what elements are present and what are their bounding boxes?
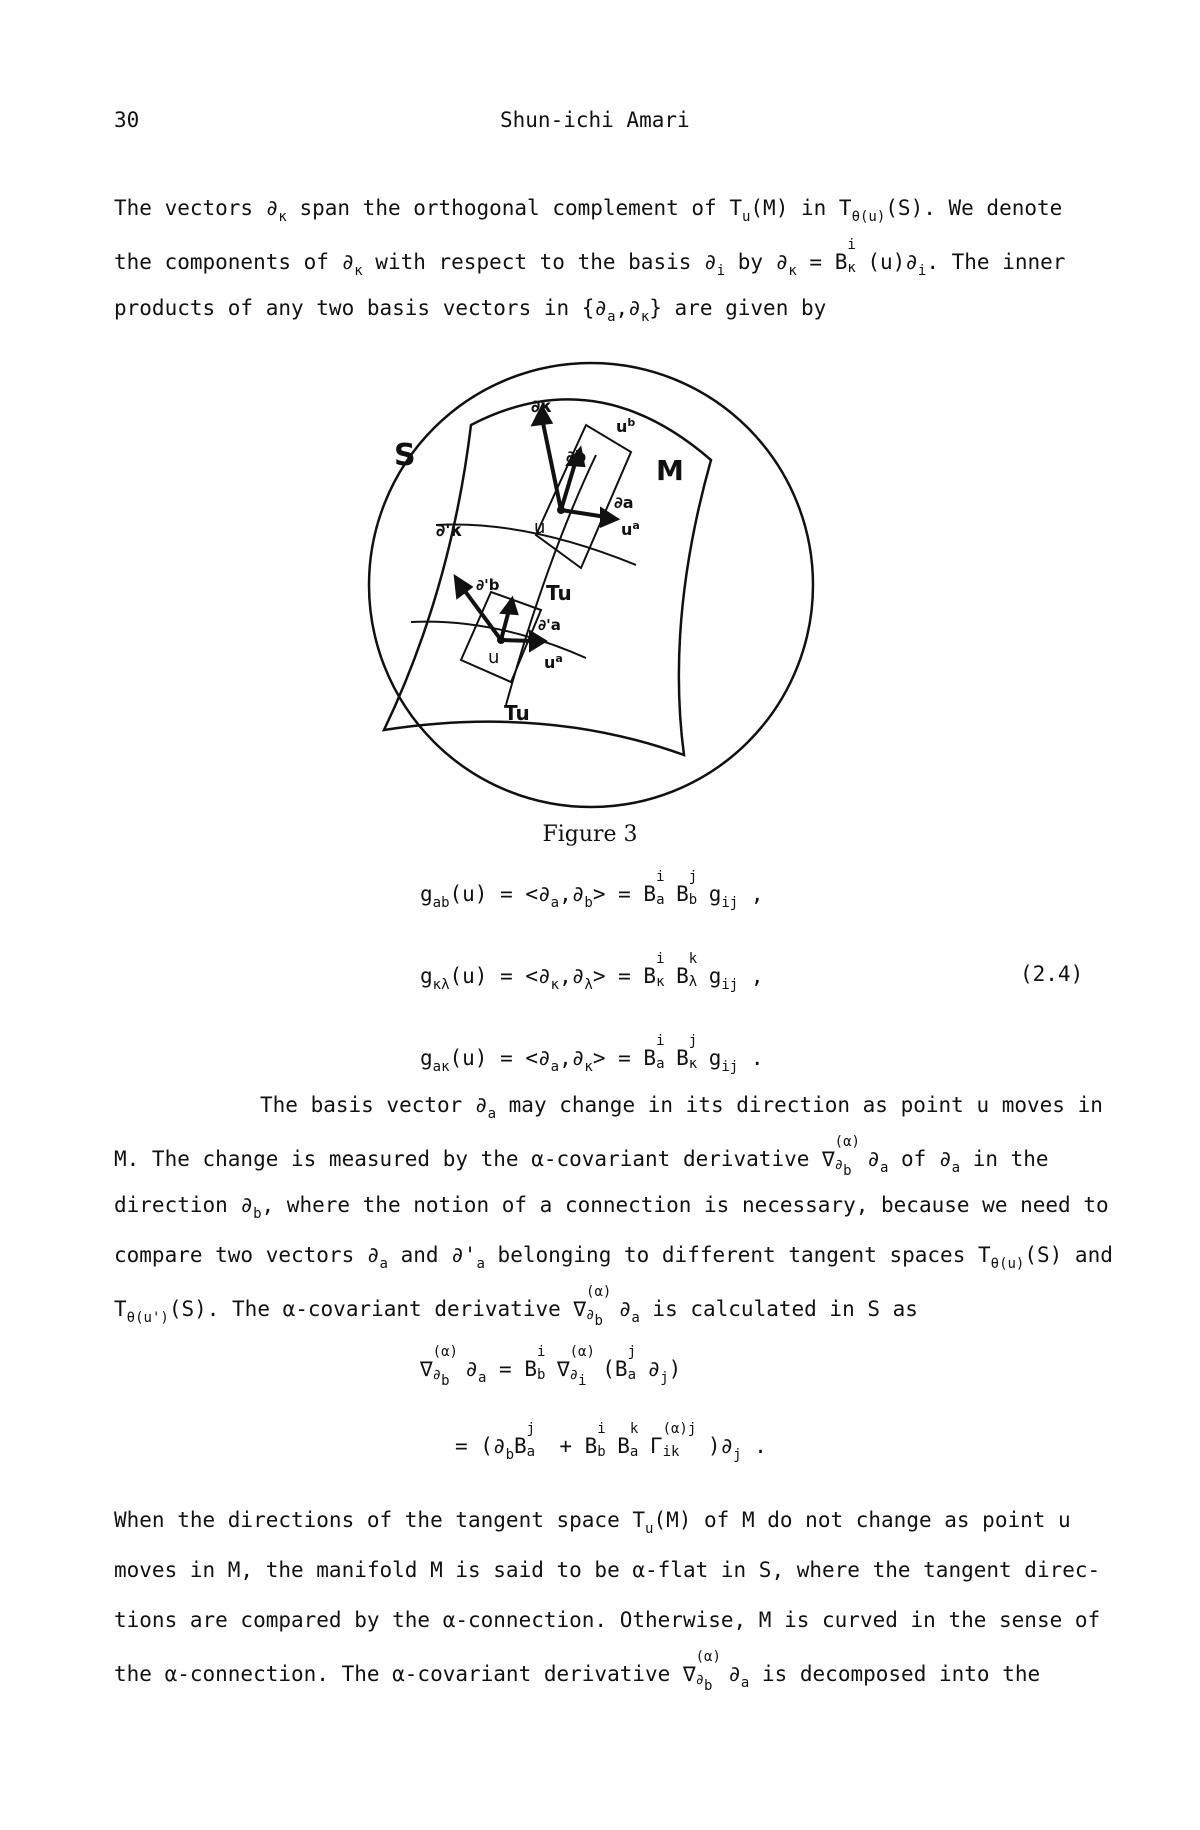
figure-label-d-b: ∂b [566, 447, 587, 466]
equation-2-4-line-2: $g_{\kappa\lambda}(u) = <\partial_\kappa,\partial_\lambda> = B$ i κ B k λ $g_{ij}$ , [420, 951, 764, 993]
text-line: compare two vectors $\partial_a$ and $\partial'_a$ belonging to different tangent spaces $T_{\theta(u)}(S)$ and [114, 1243, 1113, 1272]
figure-label-S: S [394, 438, 416, 473]
text-line: the components of $\partial_\kappa$ with respect to the basis $\partial_i$ by $\partial_\kappa = B$ i κ $(u)\partial_i$. The inner [114, 237, 1066, 279]
equation-covariant-derivative-2: = ($\partial_bB$ j a + B i b B k a Γ (α)j ik )$\partial_j$ . [455, 1421, 767, 1463]
figure-label-d-kappa: ∂κ [531, 397, 553, 417]
figure-caption: Figure 3 [542, 822, 638, 847]
text-line: The vectors $\partial_\kappa$ span the orthogonal complement of $T_u(M)$ in $T_{\theta(u)}(S)$. We denote [114, 196, 1063, 225]
text-line: M. The change is measured by the α-covariant derivative ∇ (α) $\partial_b$ $\partial_a$ of $\partial_a$ in the [114, 1134, 1049, 1179]
text-line: $T_{\theta(u')}(S)$. The α-covariant derivative ∇ (α) $\partial_b$ $\partial_a$ is calculated in S as [114, 1284, 918, 1329]
figure-3-diagram [366, 360, 816, 810]
text-line: products of any two basis vectors in $\{\partial_a,\partial_\kappa\}$ are given by [114, 296, 827, 325]
text-line: direction $\partial_b$, where the notion of a connection is necessary, because we need to [114, 1193, 1109, 1222]
figure-label-ub: $u^b$ [616, 416, 636, 436]
page-number: 30 [114, 108, 140, 132]
figure-label-d-kappa-prime: ∂'κ [436, 521, 463, 541]
text-line: moves in M, the manifold M is said to be α-flat in S, where the tangent direc- [114, 1558, 1101, 1582]
figure-label-tu-bottom: Tu [504, 701, 530, 725]
figure-label-d-a: ∂a [614, 493, 634, 512]
figure-label-ua-top: $u^a$ [621, 519, 640, 539]
figure-label-tu-top: Tu [546, 581, 572, 605]
text-line: the α-connection. The α-covariant derivative ∇ (α) $\partial_b$ $\partial_a$ is decomposed into the [114, 1649, 1041, 1694]
text-line: When the directions of the tangent space $T_u(M)$ of M do not change as point u [114, 1508, 1071, 1537]
figure-label-d-b-prime: ∂'b [476, 576, 500, 594]
figure-label-u-top: u [534, 517, 546, 538]
running-header-author: Shun-ichi Amari [500, 108, 690, 132]
text-line: tions are compared by the α-connection. Otherwise, M is curved in the sense of [114, 1608, 1101, 1632]
equation-2-4-line-3: $g_{a\kappa}(u) = <\partial_a,\partial_\kappa> = B$ i a B j κ $g_{ij}$ . [420, 1033, 764, 1075]
text-line: The basis vector $\partial_a$ may change in its direction as point u moves in [260, 1093, 1103, 1122]
figure-label-ua-bottom: $u^a$ [544, 652, 563, 672]
figure-label-d-a-prime: ∂'a [538, 616, 561, 634]
equation-2-4-line-1: $g_{ab}(u) = <\partial_a,\partial_b> = B$ i a B j b $g_{ij}$ , [420, 869, 764, 911]
figure-label-u-bottom: u [488, 647, 500, 668]
equation-number: (2.4) [1020, 962, 1084, 986]
equation-covariant-derivative-1: ∇ (α) $\partial_b$ $\partial_a = B$ i b ∇ (α) $\partial_i$ (B j a $\partial_j$) [420, 1344, 682, 1389]
figure-label-M: M [656, 454, 684, 487]
